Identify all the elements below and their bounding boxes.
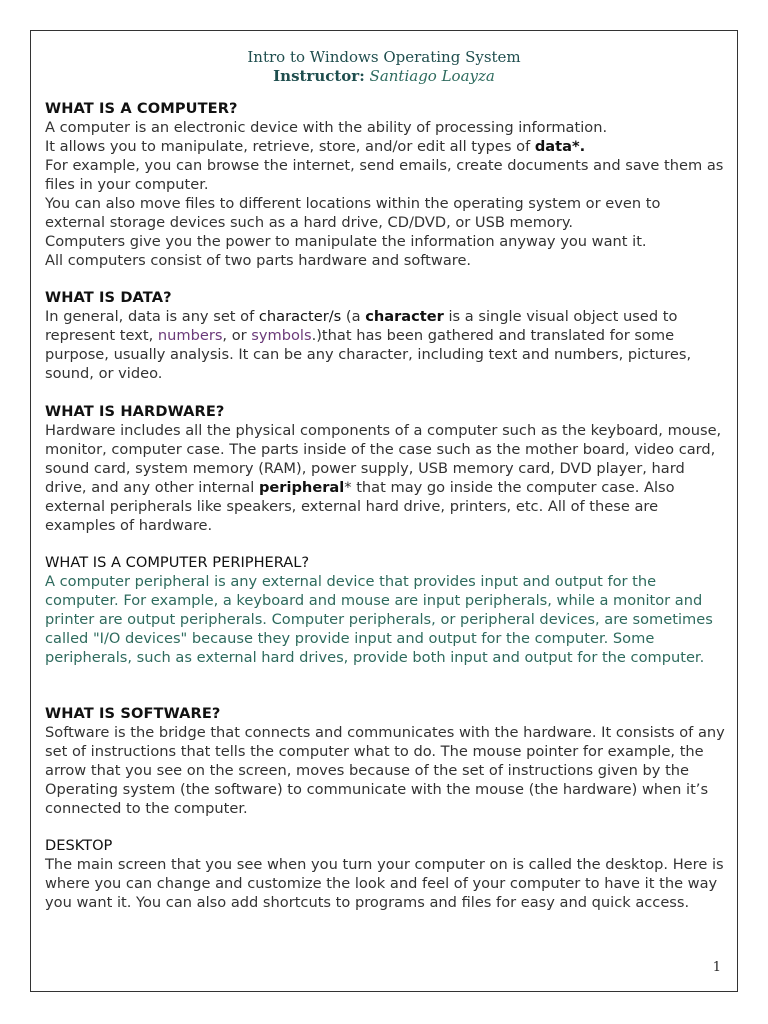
computer-line-2 (45, 137, 725, 156)
hardware-text-2: * that may go inside the computer case. Also external peripherals like speakers, external hard drive, printers, etc. All of these are examples of hardware. (45, 479, 675, 534)
instructor-label: Instructor: (273, 67, 365, 85)
data-text-3: is a single visual object used to represent text, (45, 308, 678, 344)
section-desktop (45, 836, 725, 912)
section-peripheral (45, 553, 725, 667)
document-header (31, 48, 737, 86)
link-numbers[interactable]: numbers (157, 327, 223, 344)
peripheral-paragraph: A computer peripheral is any external device that provides input and output for the computer. For example, a keyboard and mouse are input peripherals, while a monitor and printer are output peripherals. Computer peripherals, or peripheral devices, are sometimes called "I/O devices" because they provide input and output for the computer. Some peripherals, such as external hard drives, provide both input and output for the computer. (45, 573, 713, 666)
heading-computer: WHAT IS A COMPUTER? (45, 100, 238, 117)
heading-desktop: DESKTOP (45, 837, 113, 854)
keyword-peripheral: peripheral (258, 479, 345, 496)
computer-line-5: All computers consist of two parts hardware and software. (45, 252, 472, 269)
desktop-paragraph: The main screen that you see when you turn your computer on is called the desktop. Here is where you can change and customize the look and feel of your computer to have it the way you want it. You can also add shortcuts to programs and files for easy and quick access. (45, 856, 724, 911)
heading-data: WHAT IS DATA? (45, 289, 172, 306)
keyword-character: character (365, 308, 444, 325)
computer-line-1: A computer is an electronic device with the ability of processing information. (45, 119, 608, 136)
heading-hardware: WHAT IS HARDWARE? (45, 403, 225, 420)
heading-software: WHAT IS SOFTWARE? (45, 705, 221, 722)
software-paragraph: Software is the bridge that connects and communicates with the hardware. It consists of any set of instructions that tells the computer what to do. The mouse pointer for example, the arrow that you see on the screen, moves because of the set of instructions given by the Operating system (the software) to communicate with the mouse (the hardware) when it’s connected to the computer. (45, 724, 725, 817)
computer-para-2: For example, you can browse the internet, send emails, create documents and save them as files in your computer. (45, 157, 724, 193)
computer-para-3: You can also move files to different locations within the operating system or even to external storage devices such as a hard drive, CD/DVD, or USB memory. (45, 195, 661, 231)
data-paragraph (45, 307, 725, 383)
hardware-paragraph (45, 421, 725, 535)
section-data (45, 288, 725, 383)
data-text-5: .)that has been gathered and translated for some purpose, usually analysis. It can be any character, including text and numbers, pictures, sound, or video. (45, 327, 692, 382)
hardware-text-1: Hardware includes all the physical components of a computer such as the keyboard, mouse, monitor, computer case. The parts inside of the case such as the mother board, video card, sound card, system memory (RAM), power supply, USB memory card, DVD player, hard drive, and any other internal (45, 422, 722, 496)
keyword-characters: character/s (258, 308, 342, 325)
data-text-4: , or (222, 327, 252, 344)
section-computer (45, 99, 725, 270)
link-symbols[interactable]: symbols (251, 327, 312, 344)
instructor-name: Santiago Loayza (369, 67, 495, 85)
keyword-data: data*. (534, 138, 586, 155)
computer-line-4: Computers give you the power to manipulate the information anyway you want it. (45, 233, 647, 250)
heading-peripheral: WHAT IS A COMPUTER PERIPHERAL? (45, 554, 310, 571)
data-text-2: (a (341, 308, 366, 325)
computer-line-2-text: It allows you to manipulate, retrieve, store, and/or edit all types of (45, 138, 535, 155)
instructor-line (31, 67, 737, 86)
section-software (45, 704, 725, 818)
section-hardware (45, 402, 725, 535)
page-number: 1 (712, 960, 721, 975)
document-title: Intro to Windows Operating System (247, 48, 521, 66)
data-text-1: In general, data is any set of (45, 308, 259, 325)
document-page (30, 30, 738, 992)
